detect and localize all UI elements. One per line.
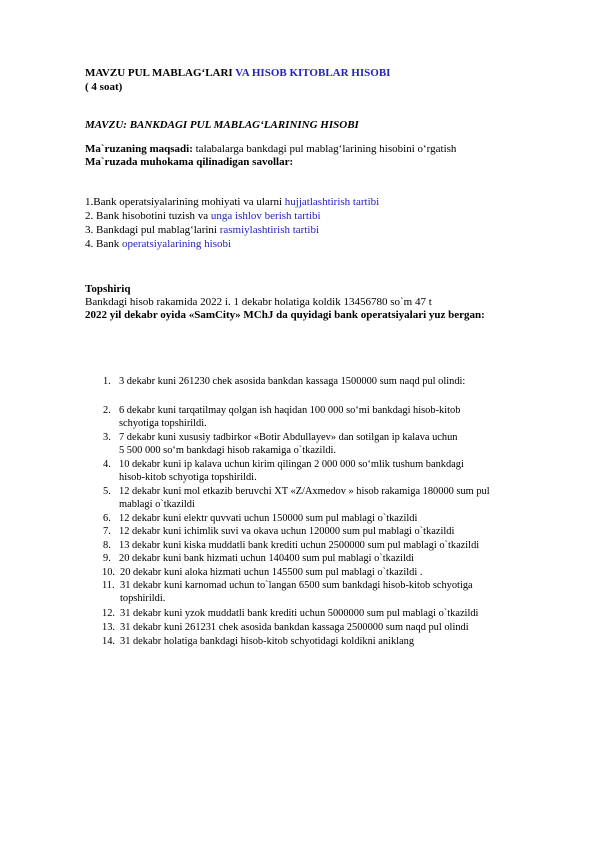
- operation-text-line: 31 dekabr kuni karnomad uchun to`langan 6500 sum bankdagi hisob-kitob schyotiga: [120, 580, 473, 591]
- question-item: [85, 237, 231, 251]
- question-item: [85, 223, 319, 237]
- operation-number: 14.: [102, 636, 115, 647]
- question-link[interactable]: hujjatlashtirish tartibi: [284, 196, 380, 208]
- hours-label: ( 4 soat): [85, 81, 123, 93]
- operation-text-line: 3 dekabr kuni 261230 chek asosida bankdan kassaga 1500000 sum naqd pul olindi:: [119, 376, 466, 387]
- operation-text-line: schyotiga topshirildi.: [119, 417, 207, 429]
- operation-text: [120, 567, 422, 580]
- balance-line: Bankdagi hisob rakamida 2022 i. 1 dekabr holatiga koldik 13456780 so`m 47 t: [85, 296, 432, 308]
- operation-text-line: 20 dekabr kuni aloka hizmati uchun 145500 sum pul mablagi o`tkazildi .: [120, 567, 423, 578]
- operation-item: [103, 540, 563, 553]
- operation-text: [119, 513, 417, 526]
- operation-text: [120, 636, 414, 649]
- operation-text-line: 6 dekabr kuni tarqatilmay qolgan ish haqidan 100 000 so‘mi bankdagi hisob-kitob: [119, 405, 461, 416]
- operation-text-line: hisob-kitob schyotiga topshirildi.: [119, 471, 257, 483]
- question-link[interactable]: rasmiylashtirish tartibi: [219, 224, 320, 236]
- question-link[interactable]: unga ishlov berish tartibi: [210, 210, 321, 222]
- operation-text: [120, 580, 473, 605]
- operation-text-line: 10 dekabr kuni ip kalava uchun kirim qilingan 2 000 000 so‘mlik tushum bankdagi: [119, 459, 464, 470]
- operation-text: [119, 405, 460, 430]
- operation-number: 2.: [103, 405, 111, 416]
- operation-number: 9.: [103, 553, 111, 564]
- question-item: [85, 195, 379, 209]
- operation-number: 12.: [102, 608, 115, 619]
- operation-text: [119, 553, 414, 566]
- questions-label: Ma`ruzada muhokama qilinadigan savollar:: [85, 156, 294, 168]
- operation-number: 1.: [103, 376, 111, 387]
- operation-item: [102, 580, 562, 606]
- operation-text-line: 12 dekabr kuni ichimlik suvi va okava uchun 120000 sum pul mablagi o`tkazildi: [119, 526, 455, 537]
- operation-item: [103, 376, 563, 389]
- operation-number: 13.: [102, 622, 115, 633]
- operation-number: 10.: [102, 567, 115, 578]
- operation-text-line: 5 500 000 so‘m bankdagi hisob rakamiga o`tkazildi.: [119, 444, 337, 456]
- operation-text-line: 13 dekabr kuni kiska muddatli bank krediti uchun 2500000 sum pul mablagi o`tkazildi: [119, 540, 480, 551]
- operation-text-line: 20 dekabr kuni bank hizmati uchun 140400 sum pul mablagi o`tkazildi: [119, 553, 414, 564]
- operation-number: 8.: [103, 540, 111, 551]
- operation-text-line: 7 dekabr kuni xususiy tadbirkor «Botir Abdullayev» dan sotilgan ip kalava uchun: [119, 432, 458, 443]
- goal-line: [85, 142, 456, 156]
- question-text: 3. Bankdagi pul mablag‘larini: [85, 224, 220, 236]
- question-item: [85, 209, 321, 223]
- question-text: 1.Bank operatsiyalarining mohiyati va ularni: [85, 196, 285, 208]
- topic-heading: MAVZU: BANKDAGI PUL MABLAG‘LARINING HISOBI: [85, 119, 359, 131]
- document-title: [85, 66, 390, 80]
- operation-item: [103, 526, 563, 539]
- operation-item: [103, 486, 563, 512]
- operation-text-line: 31 dekabr kuni 261231 chek asosida bankdan kassaga 2500000 sum naqd pul olindi: [120, 622, 469, 633]
- operation-item: [103, 405, 563, 431]
- operation-item: [103, 432, 563, 458]
- operation-number: 7.: [103, 526, 111, 537]
- title-blue-part: VA HISOB KITOBLAR HISOBI: [235, 67, 391, 79]
- operation-item: [102, 567, 562, 580]
- operation-text-line: 31 dekabr kuni yzok muddatli bank krediti uchun 5000000 sum pul mablagi o`tkazildi: [120, 608, 479, 619]
- operation-text: [119, 459, 464, 484]
- operation-number: 3.: [103, 432, 111, 443]
- operation-item: [102, 608, 562, 621]
- operation-text: [120, 608, 478, 621]
- question-text: 4. Bank: [85, 238, 122, 250]
- operation-text: [119, 376, 465, 389]
- operation-text: [120, 622, 469, 635]
- goal-text: talabalarga bankdagi pul mablag‘larining hisobini o‘rgatish: [192, 143, 457, 155]
- operation-text-line: topshirildi.: [120, 592, 166, 604]
- operation-text-line: 12 dekabr kuni elektr quvvati uchun 150000 sum pul mablagi o`tkazildi: [119, 513, 418, 524]
- operation-number: 6.: [103, 513, 111, 524]
- question-text: 2. Bank hisobotini tuzish va: [85, 210, 211, 222]
- operation-item: [103, 459, 563, 485]
- task-intro: 2022 yil dekabr oyida «SamCity» MChJ da quyidagi bank operatsiyalari yuz bergan:: [85, 309, 485, 321]
- operation-text: [119, 486, 490, 511]
- operation-item: [102, 622, 562, 635]
- operation-text-line: mablagi o`tkazildi: [119, 498, 195, 510]
- operation-text: [119, 526, 454, 539]
- operation-text: [119, 432, 458, 457]
- operation-number: 4.: [103, 459, 111, 470]
- operation-text-line: 12 dekabr kuni mol etkazib beruvchi XT «Z/Axmedov » hisob rakamiga 180000 sum pul: [119, 486, 490, 497]
- goal-label: Ma`ruzaning maqsadi:: [85, 143, 193, 155]
- task-heading: Topshiriq: [85, 283, 131, 295]
- operation-number: 5.: [103, 486, 111, 497]
- operation-text-line: 31 dekabr holatiga bankdagi hisob-kitob schyotidagi koldikni aniklang: [120, 636, 415, 647]
- title-black-part: MAVZU PUL MABLAG‘LARI: [85, 67, 236, 79]
- operation-number: 11.: [102, 580, 115, 591]
- operation-text: [119, 540, 479, 553]
- question-link[interactable]: operatsiyalarining hisobi: [121, 238, 232, 250]
- operation-item: [102, 636, 562, 649]
- operation-item: [103, 553, 563, 566]
- operation-item: [103, 513, 563, 526]
